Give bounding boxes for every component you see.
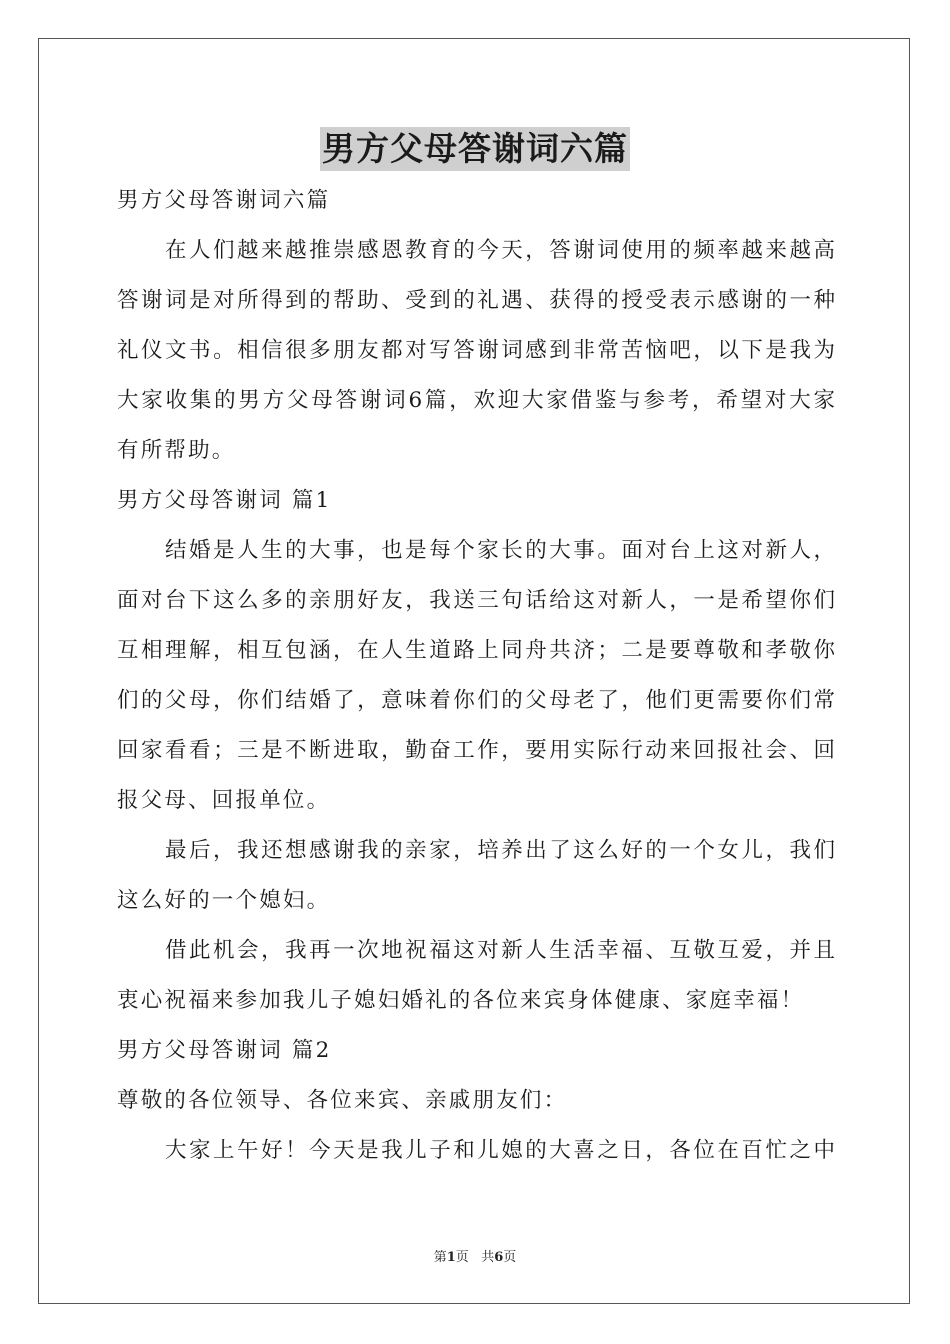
text-line: 面对台下这么多的亲朋好友，我送三句话给这对新人，一是希望你们	[117, 588, 835, 613]
text-line: 答谢词是对所得到的帮助、受到的礼遇、获得的授受表示感谢的一种	[117, 288, 835, 313]
text-line: 尊敬的各位领导、各位来宾、亲戚朋友们：	[117, 1088, 568, 1113]
footer-total-pages: 6	[494, 1250, 504, 1265]
text-line: 男方父母答谢词 篇2	[117, 1038, 332, 1063]
text-line: 大家收集的男方父母答谢词6篇，欢迎大家借鉴与参考，希望对大家	[117, 388, 835, 413]
text-line: 最后，我还想感谢我的亲家，培养出了这么好的一个女儿，我们	[165, 838, 835, 863]
text-line: 在人们越来越推崇感恩教育的今天，答谢词使用的频率越来越高	[165, 238, 835, 263]
text-line: 衷心祝福来参加我儿子媳妇婚礼的各位来宾身体健康、家庭幸福！	[117, 988, 805, 1013]
footer-total-suffix: 页	[503, 1250, 517, 1265]
text-line: 结婚是人生的大事，也是每个家长的大事。面对台上这对新人，	[165, 538, 835, 563]
footer-page-suffix: 页	[455, 1250, 469, 1265]
document-title: 男方父母答谢词六篇	[320, 127, 630, 171]
page-footer	[0, 1246, 950, 1265]
text-line: 男方父母答谢词 篇1	[117, 488, 332, 513]
title-container	[0, 127, 950, 171]
text-line: 有所帮助。	[117, 438, 236, 463]
text-line: 回家看看；三是不断进取，勤奋工作，要用实际行动来回报社会、回	[117, 738, 835, 763]
footer-page-prefix: 第	[433, 1250, 447, 1265]
document-body	[117, 176, 835, 1176]
text-line: 借此机会，我再一次地祝福这对新人生活幸福、互敬互爱，并且	[165, 938, 835, 963]
text-line: 男方父母答谢词六篇	[117, 188, 331, 213]
text-line: 报父母、回报单位。	[117, 788, 331, 813]
footer-total-prefix: 共	[481, 1250, 495, 1265]
text-line: 们的父母，你们结婚了，意味着你们的父母老了，他们更需要你们常	[117, 688, 835, 713]
text-line: 大家上午好！今天是我儿子和儿媳的大喜之日，各位在百忙之中	[165, 1138, 835, 1163]
text-line: 互相理解，相互包涵，在人生道路上同舟共济；二是要尊敬和孝敬你	[117, 638, 835, 663]
footer-page-number: 1	[446, 1250, 456, 1265]
text-line: 礼仪文书。相信很多朋友都对写答谢词感到非常苦恼吧，以下是我为	[117, 338, 835, 363]
text-line: 这么好的一个媳妇。	[117, 888, 331, 913]
